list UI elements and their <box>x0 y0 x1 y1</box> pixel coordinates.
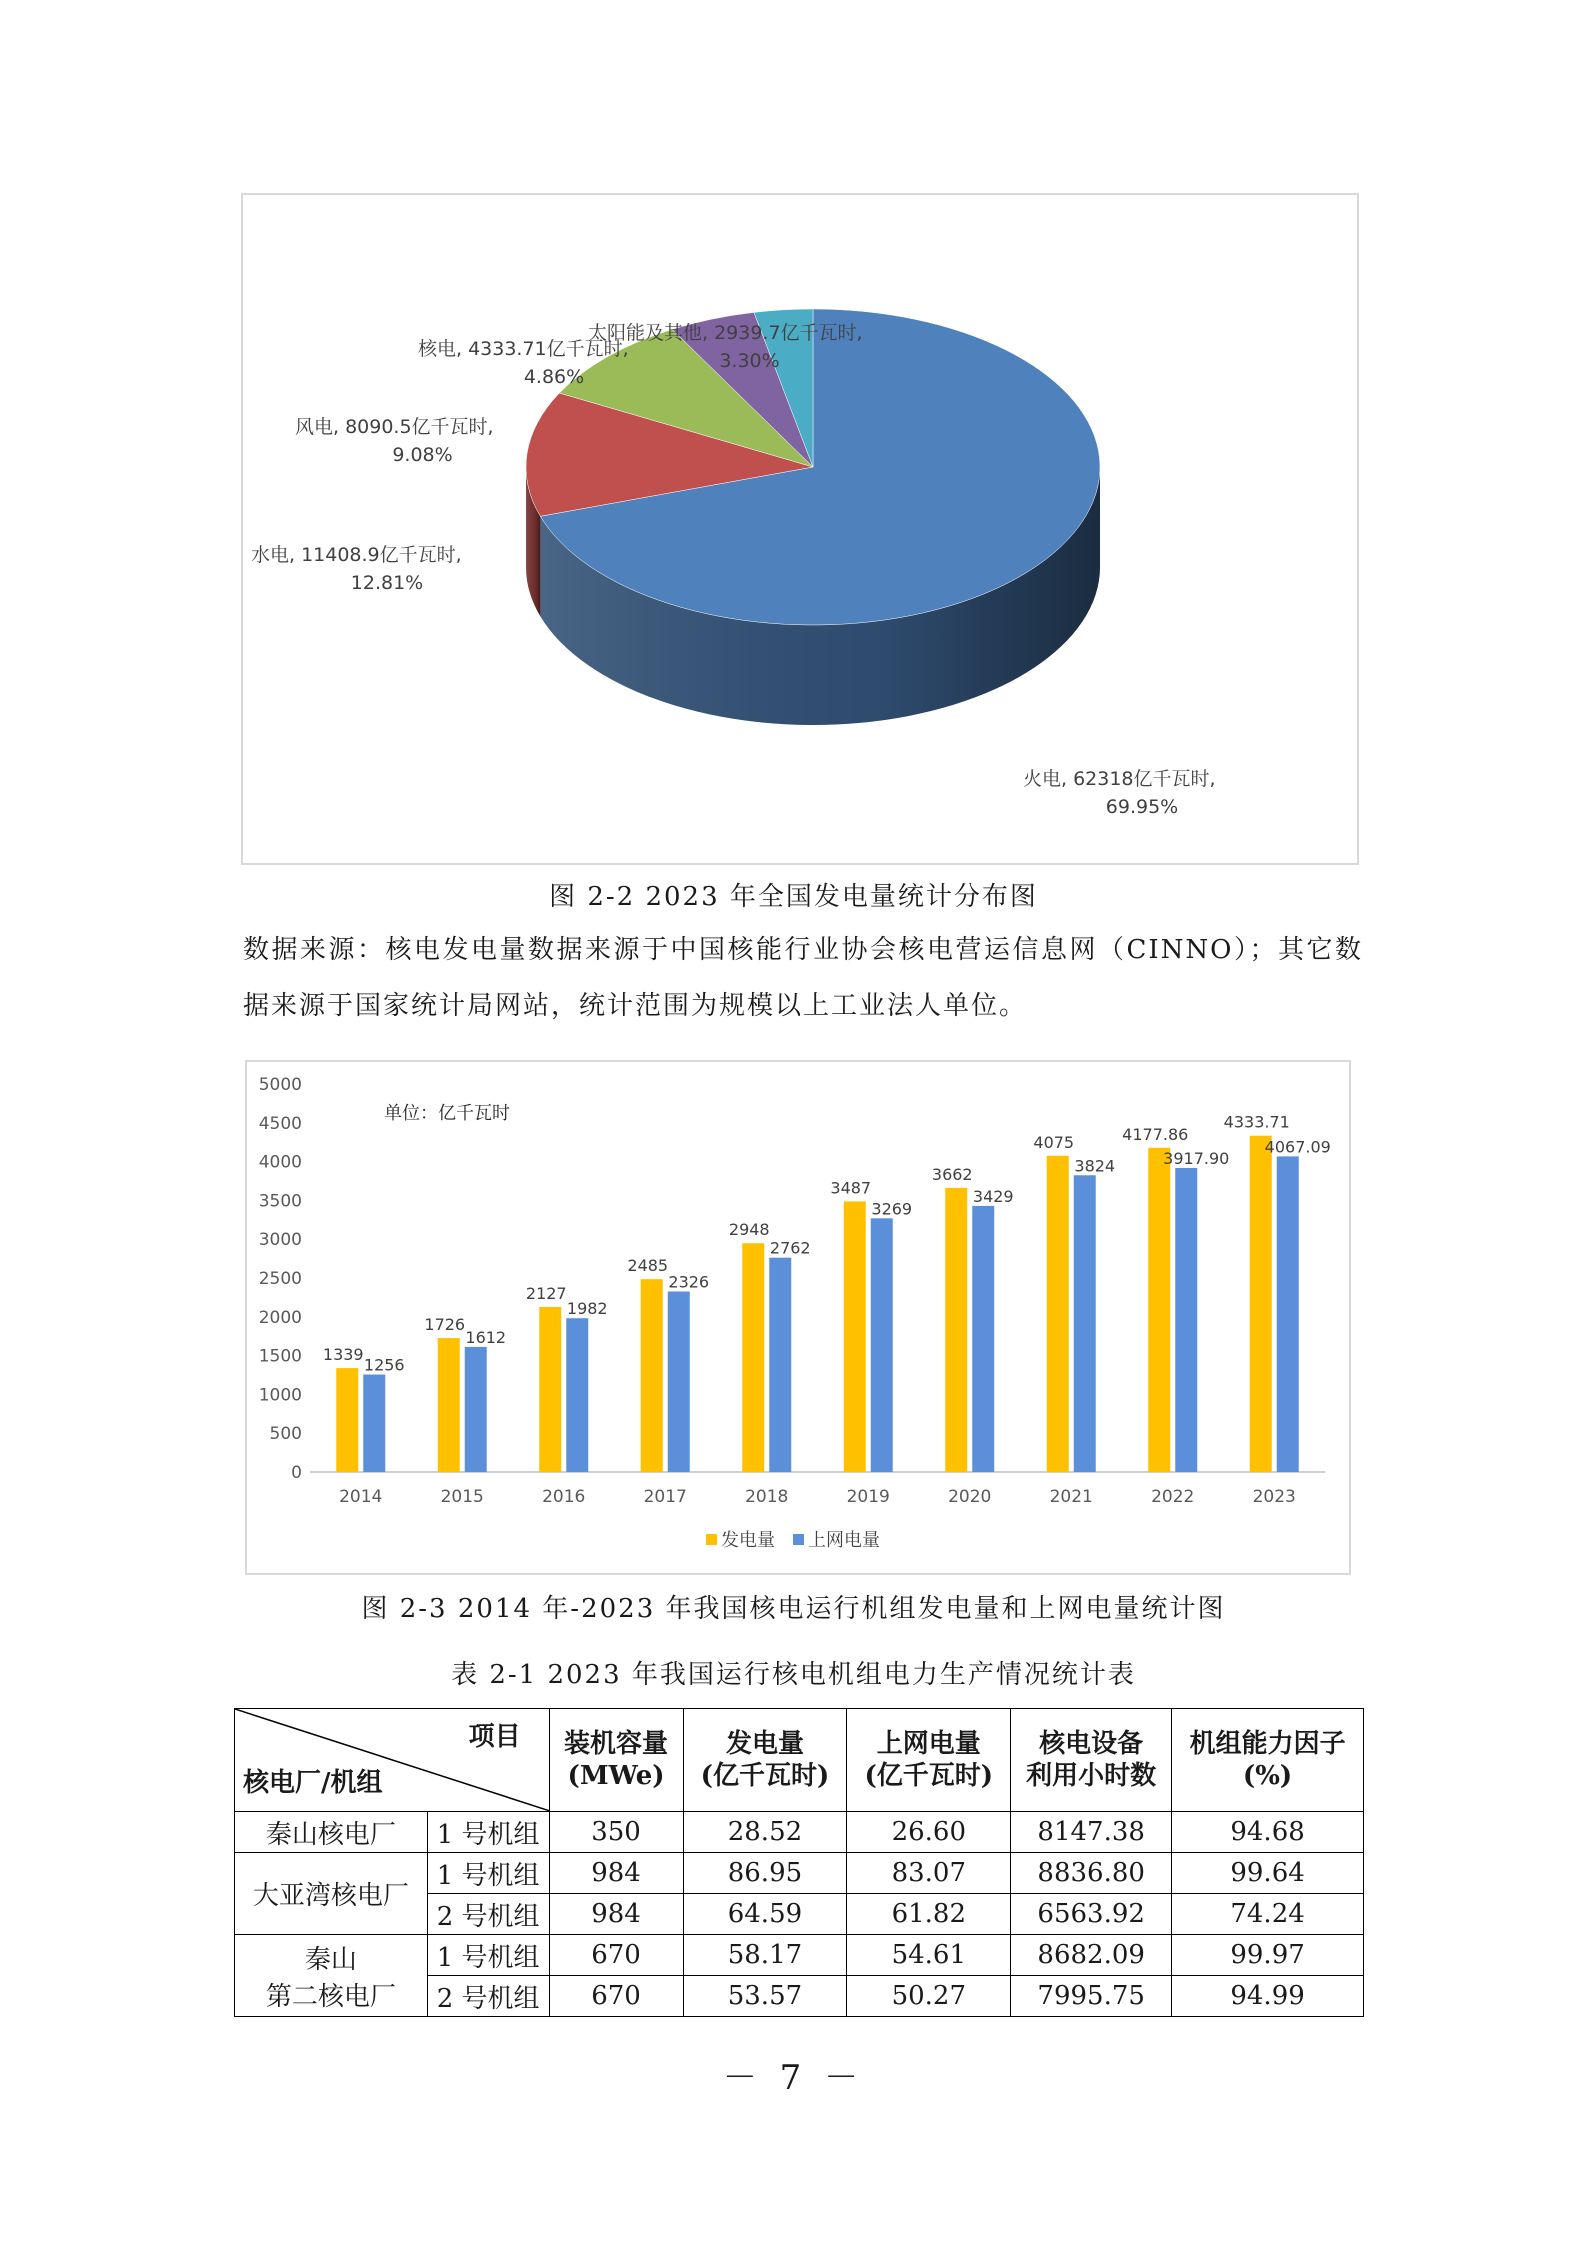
value-cell: 83.07 <box>847 1853 1011 1894</box>
column-header-utilization-hours: 核电设备 利用小时数 <box>1011 1709 1172 1812</box>
bar-上网电量-2017 <box>668 1292 690 1472</box>
legend-swatch <box>793 1534 804 1545</box>
bar-label: 2485 <box>627 1256 669 1276</box>
data-source-note: 数据来源：核电发电量数据来源于中国核能行业协会核电营运信息网（CINNO）；其它数据来源于国家统计局网站，统计范围为规模以上工业法人单位。 <box>243 935 1363 1021</box>
pie-label-line1: 火电, 62318亿千瓦时, <box>1023 768 1216 790</box>
pie-label-percent: 4.86% <box>523 366 585 388</box>
value-cell: 984 <box>549 1894 683 1935</box>
bar-label: 2326 <box>668 1272 710 1292</box>
column-header-capability-factor: 机组能力因子 (%) <box>1172 1709 1364 1812</box>
table-row <box>235 1812 1364 1853</box>
header-item-label: 项目 <box>468 1722 521 1752</box>
bar-上网电量-2018 <box>769 1258 791 1472</box>
y-tick-label: 2500 <box>258 1269 302 1289</box>
plant-name-cell: 大亚湾核电厂 <box>235 1853 428 1935</box>
bar-上网电量-2021 <box>1074 1175 1096 1472</box>
bar-上网电量-2019 <box>871 1218 893 1472</box>
column-header-capacity: 装机容量 (MWe) <box>549 1709 683 1812</box>
bar-发电量-2017 <box>641 1279 663 1472</box>
value-cell: 26.60 <box>847 1812 1011 1853</box>
pie-label-percent: 12.81% <box>350 572 424 594</box>
value-cell: 984 <box>549 1853 683 1894</box>
bar-label: 2762 <box>769 1238 811 1258</box>
value-cell: 94.99 <box>1172 1976 1364 2017</box>
value-cell: 7995.75 <box>1011 1976 1172 2017</box>
pie-label-line1: 太阳能及其他, 2939.7亿千瓦时, <box>588 322 863 344</box>
x-tick-label: 2016 <box>542 1487 586 1507</box>
y-tick-label: 4500 <box>258 1113 302 1134</box>
legend-label: 发电量 <box>721 1530 775 1551</box>
pie-label-percent: 69.95% <box>1105 796 1179 818</box>
pie-label-line1: 水电, 11408.9亿千瓦时, <box>251 544 462 566</box>
bar-label: 4177.86 <box>1122 1124 1189 1144</box>
value-cell: 50.27 <box>847 1976 1011 2017</box>
column-header-generation: 发电量 (亿千瓦时) <box>683 1709 847 1812</box>
bar-label: 3662 <box>931 1164 973 1184</box>
value-cell: 61.82 <box>847 1894 1011 1935</box>
y-tick-label: 2000 <box>258 1307 302 1328</box>
pie-label-line1: 风电, 8090.5亿千瓦时, <box>295 416 494 438</box>
x-tick-label: 2021 <box>1049 1487 1093 1507</box>
unit-cell: 1 号机组 <box>427 1935 549 1976</box>
production-table <box>234 1708 1364 2017</box>
bar-label: 1982 <box>566 1299 608 1319</box>
plant-name-cell: 秦山核电厂 <box>235 1812 428 1853</box>
y-tick-label: 1000 <box>258 1385 302 1406</box>
bar-label: 4333.71 <box>1223 1112 1290 1132</box>
bar-发电量-2022 <box>1148 1148 1170 1472</box>
x-tick-label: 2020 <box>948 1487 992 1507</box>
bar-label: 1612 <box>465 1327 507 1347</box>
y-tick-label: 0 <box>291 1463 302 1483</box>
unit-cell: 2 号机组 <box>427 1894 549 1935</box>
bar-label: 1256 <box>363 1355 405 1375</box>
bar-label: 3824 <box>1074 1156 1116 1176</box>
bar-上网电量-2016 <box>566 1318 588 1472</box>
value-cell: 8836.80 <box>1011 1853 1172 1894</box>
bars <box>336 1136 1299 1472</box>
bar-上网电量-2020 <box>972 1206 994 1472</box>
header-plant-label: 核电厂/机组 <box>243 1768 383 1798</box>
bar-发电量-2020 <box>945 1188 967 1472</box>
bar-发电量-2016 <box>539 1307 561 1472</box>
bar-发电量-2019 <box>844 1201 866 1472</box>
value-cell: 670 <box>549 1935 683 1976</box>
y-tick-label: 3000 <box>258 1230 302 1251</box>
bar-上网电量-2023 <box>1277 1156 1299 1472</box>
x-tick-label: 2023 <box>1252 1487 1296 1507</box>
legend <box>706 1530 880 1551</box>
bar-label: 2127 <box>525 1283 567 1303</box>
legend-label: 上网电量 <box>808 1530 880 1551</box>
x-tick-label: 2017 <box>643 1487 687 1507</box>
table-header-row <box>235 1709 1364 1812</box>
bar-发电量-2018 <box>742 1243 764 1472</box>
value-cell: 74.24 <box>1172 1894 1364 1935</box>
unit-cell: 2 号机组 <box>427 1976 549 2017</box>
bar-chart <box>247 1062 1349 1573</box>
y-tick-label: 1500 <box>258 1346 302 1367</box>
column-header-grid-supply: 上网电量 (亿千瓦时) <box>847 1709 1011 1812</box>
x-tick-label: 2014 <box>339 1487 383 1507</box>
unit-annotation: 单位：亿千瓦时 <box>384 1103 510 1124</box>
table-row <box>235 1935 1364 1976</box>
x-axis <box>339 1487 1296 1507</box>
value-cell: 99.64 <box>1172 1853 1364 1894</box>
y-tick-label: 4000 <box>258 1152 302 1173</box>
y-axis <box>259 1075 302 1483</box>
pie-chart-frame <box>241 193 1359 865</box>
bar-label: 1726 <box>424 1315 466 1335</box>
bar-上网电量-2014 <box>363 1375 385 1472</box>
bar-label: 3269 <box>871 1199 913 1219</box>
table-row <box>235 1853 1364 1894</box>
header-diagonal-cell <box>235 1709 550 1812</box>
bar-发电量-2014 <box>336 1368 358 1472</box>
bar-发电量-2015 <box>438 1338 460 1472</box>
bar-label: 4075 <box>1033 1132 1075 1152</box>
bar-上网电量-2015 <box>465 1347 487 1472</box>
bar-label: 2948 <box>728 1220 770 1240</box>
value-cell: 53.57 <box>683 1976 847 2017</box>
bar-发电量-2021 <box>1047 1156 1069 1472</box>
value-cell: 54.61 <box>847 1935 1011 1976</box>
value-cell: 94.68 <box>1172 1812 1364 1853</box>
value-cell: 86.95 <box>683 1853 847 1894</box>
plant-name-cell: 秦山 第二核电厂 <box>235 1935 428 2017</box>
x-tick-label: 2018 <box>745 1487 789 1507</box>
value-cell: 350 <box>549 1812 683 1853</box>
x-tick-label: 2015 <box>440 1487 484 1507</box>
bar-发电量-2023 <box>1250 1136 1272 1472</box>
legend-swatch <box>706 1534 717 1545</box>
value-cell: 8682.09 <box>1011 1935 1172 1976</box>
bar-label: 1339 <box>322 1345 364 1365</box>
pie-chart <box>243 195 1357 863</box>
value-cell: 58.17 <box>683 1935 847 1976</box>
pie-label-line1: 核电, 4333.71亿千瓦时, <box>418 338 629 360</box>
pie-label-percent: 3.30% <box>719 350 780 372</box>
value-cell: 64.59 <box>683 1894 847 1935</box>
bar-label: 3487 <box>830 1178 872 1198</box>
y-tick-label: 5000 <box>258 1075 302 1095</box>
unit-cell: 1 号机组 <box>427 1853 549 1894</box>
value-cell: 670 <box>549 1976 683 2017</box>
y-tick-label: 3500 <box>258 1191 302 1212</box>
bar-label: 3429 <box>972 1186 1014 1206</box>
value-cell: 99.97 <box>1172 1935 1364 1976</box>
value-cell: 8147.38 <box>1011 1812 1172 1853</box>
bar-上网电量-2022 <box>1175 1168 1197 1472</box>
unit-cell: 1 号机组 <box>427 1812 549 1853</box>
page-number: － 7 － <box>722 2058 865 2098</box>
bar-chart-frame <box>245 1060 1351 1575</box>
bar-label: 4067.09 <box>1264 1137 1331 1157</box>
value-cell: 6563.92 <box>1011 1894 1172 1935</box>
x-tick-label: 2022 <box>1151 1487 1195 1507</box>
bar-label: 3917.90 <box>1163 1148 1230 1168</box>
figure-caption-2-3: 图 2-3 2014 年-2023 年我国核电运行机组发电量和上网电量统计图 <box>361 1594 1226 1624</box>
x-tick-label: 2019 <box>846 1487 890 1507</box>
y-tick-label: 500 <box>269 1424 302 1445</box>
pie-label-percent: 9.08% <box>392 444 453 466</box>
figure-caption-2-2: 图 2-2 2023 年全国发电量统计分布图 <box>549 882 1038 912</box>
value-cell: 28.52 <box>683 1812 847 1853</box>
table-caption-2-1: 表 2-1 2023 年我国运行核电机组电力生产情况统计表 <box>451 1660 1136 1690</box>
